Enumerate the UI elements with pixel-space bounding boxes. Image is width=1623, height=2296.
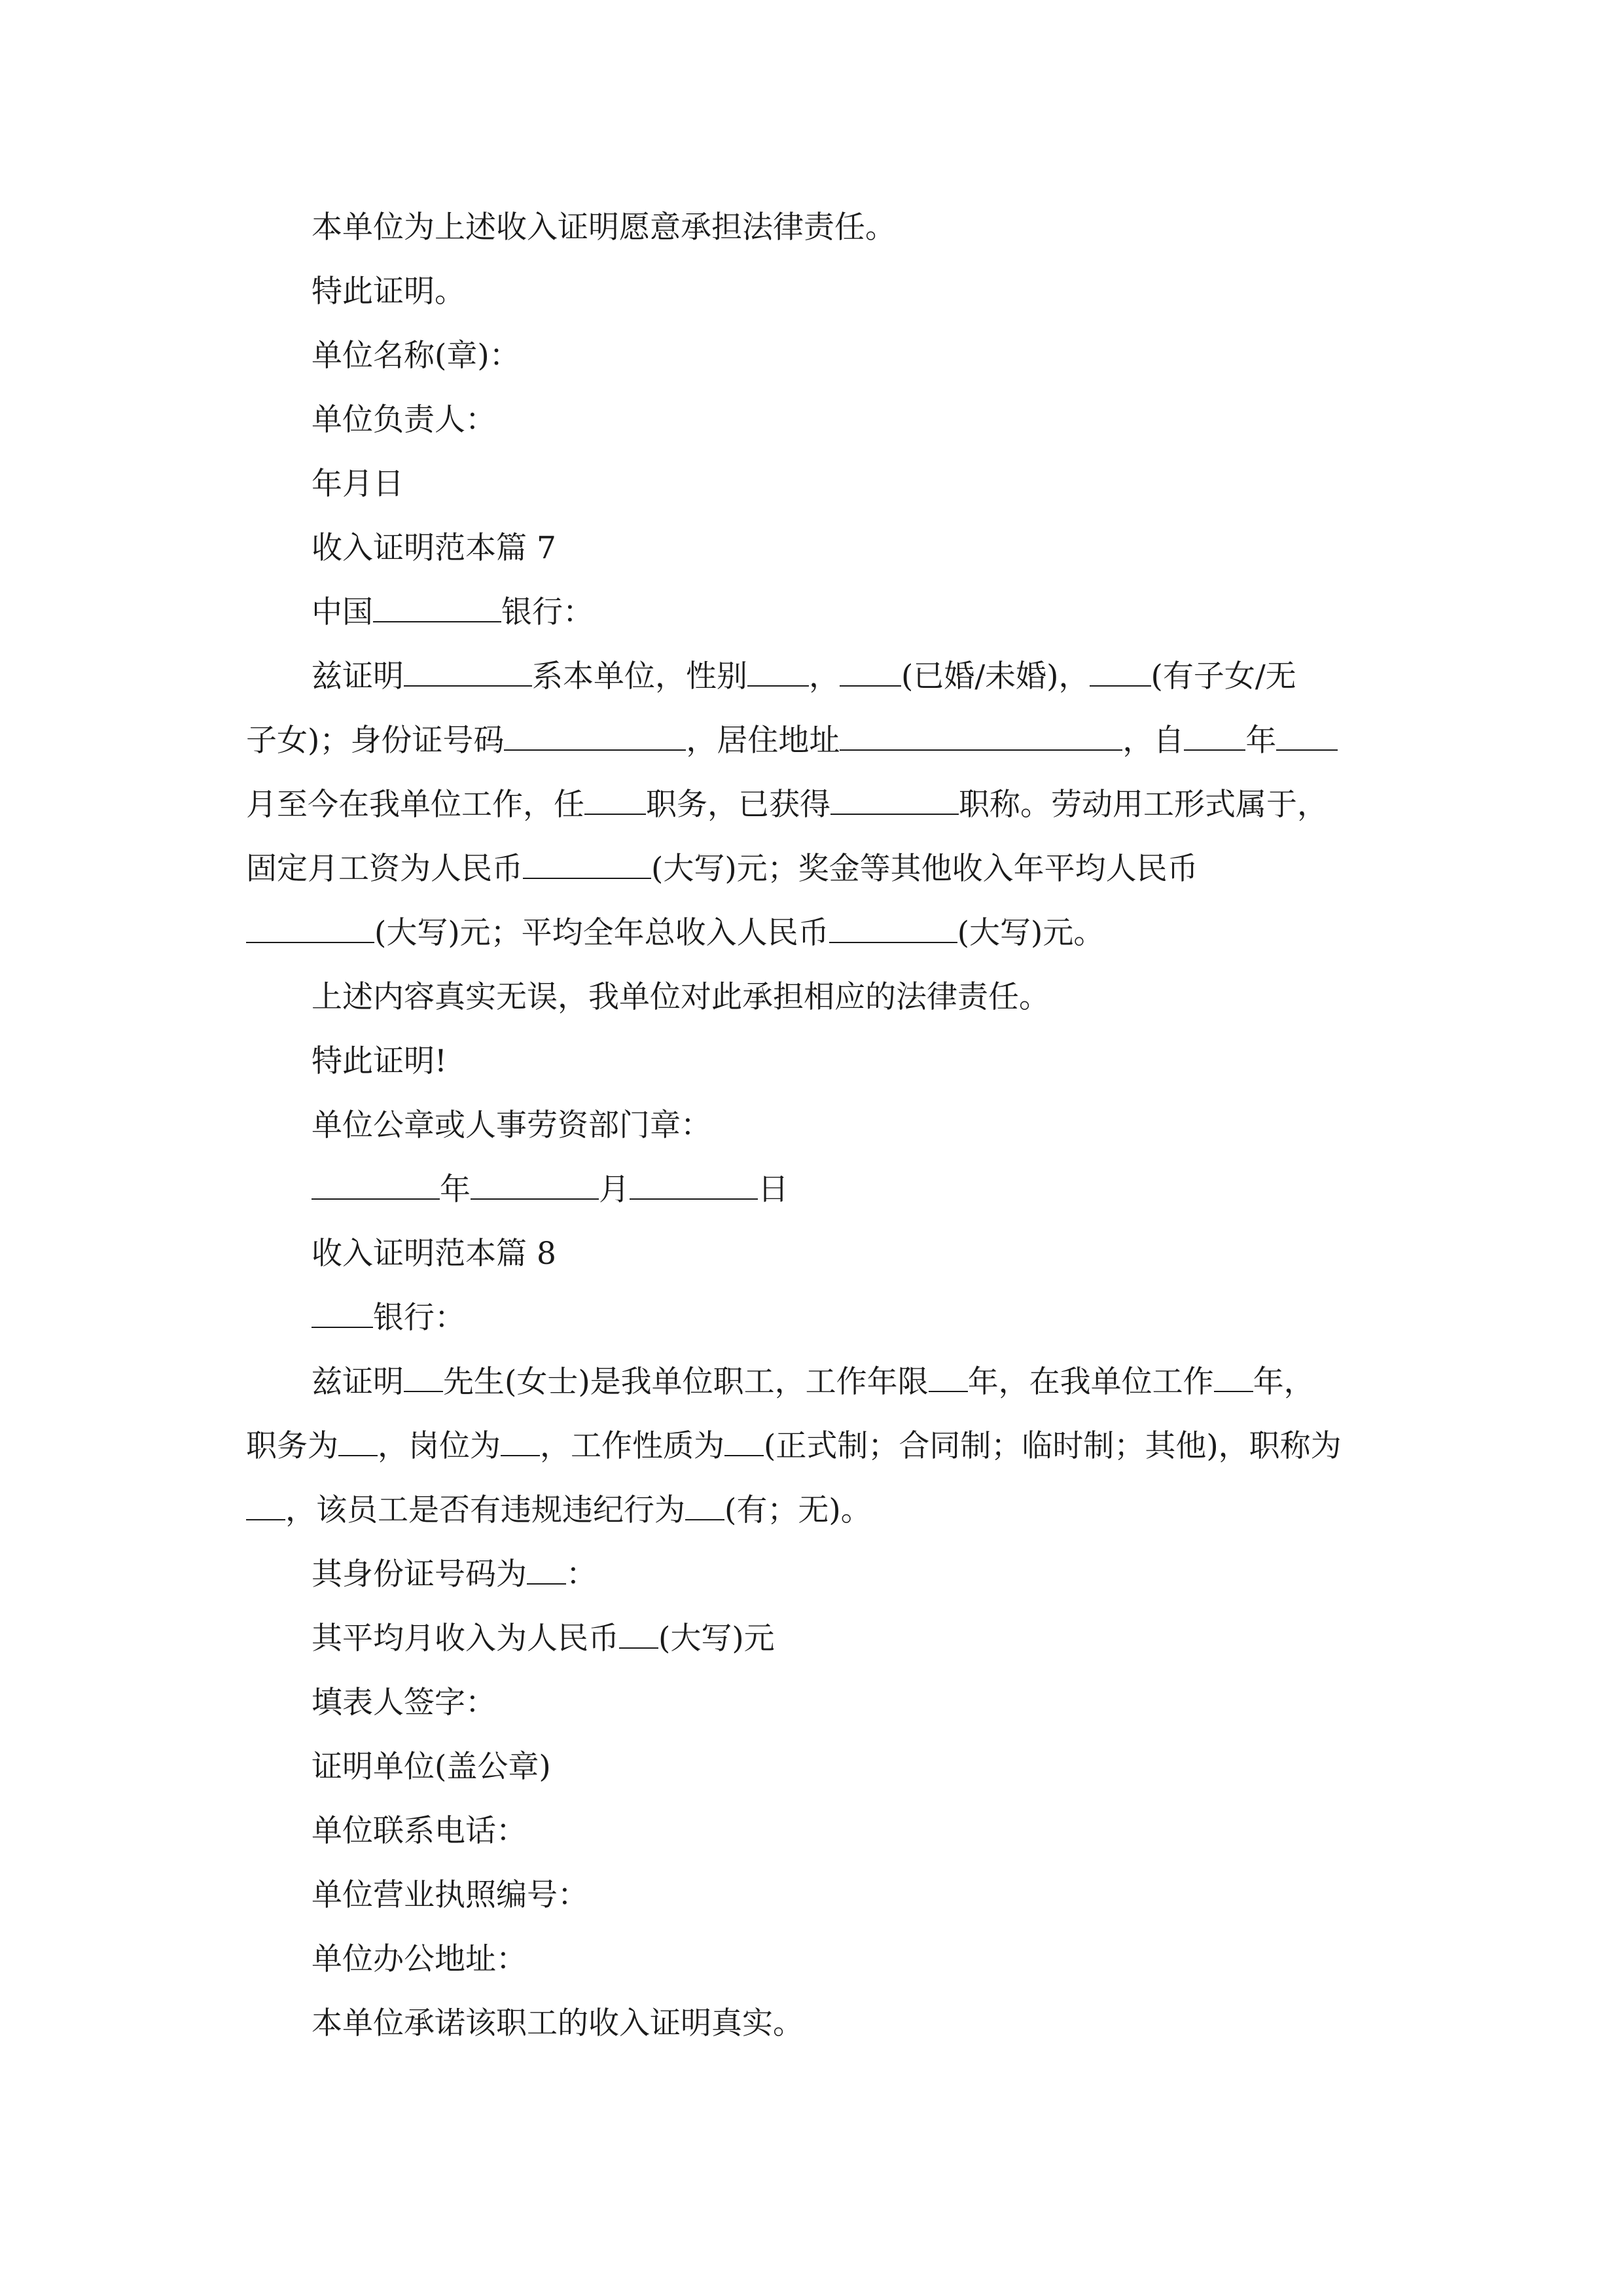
text: 兹证明 [312, 1364, 404, 1400]
blank-field[interactable] [246, 1493, 285, 1520]
blank-field[interactable] [584, 787, 646, 815]
truth-statement: 上述内容真实无误，我单位对此承担相应的法律责任。 [312, 979, 1050, 1015]
paragraph-2-line-2 [246, 1427, 1342, 1466]
text: (大写)元。 [957, 915, 1105, 951]
text: 银行： [501, 594, 594, 630]
date-line: 年月日 [312, 466, 404, 502]
blank-field[interactable] [471, 1172, 599, 1200]
text: (大写)元 [658, 1621, 775, 1657]
blank-field[interactable] [312, 1172, 440, 1200]
text: (大写)元；奖金等其他收入年平均人民币 [651, 851, 1198, 887]
paragraph-2-line-1 [312, 1363, 1315, 1402]
blank-field[interactable] [504, 723, 686, 751]
unit-phone: 单位联系电话： [312, 1813, 527, 1849]
blank-field[interactable] [840, 659, 901, 687]
paragraph-1-line-5 [246, 914, 1104, 953]
text: 月至今在我单位工作，任 [246, 787, 584, 823]
text: (有子女/无 [1150, 658, 1296, 694]
id-number-line [312, 1555, 597, 1594]
text: 月 [599, 1172, 630, 1208]
text: ： [566, 1556, 597, 1592]
section-title-7: 收入证明范本篇 7 [312, 530, 556, 566]
certifying-unit: 证明单位(盖公章) [312, 1749, 551, 1785]
paragraph-1-line-3 [246, 785, 1328, 825]
hereby-certify-2: 特此证明! [312, 1043, 447, 1079]
paragraph-1-line-1 [312, 657, 1296, 696]
text: ，工作性质为 [540, 1428, 724, 1464]
text: 年，在我单位工作 [967, 1364, 1214, 1400]
text: 固定月工资为人民币 [246, 851, 523, 887]
text: (已婚/未婚)， [901, 658, 1090, 694]
blank-field[interactable] [501, 1429, 540, 1456]
blank-field[interactable] [829, 916, 957, 943]
hereby-certify: 特此证明。 [312, 274, 465, 310]
text: ，自 [1122, 723, 1185, 759]
blank-field[interactable] [523, 852, 651, 879]
bank-line [312, 593, 594, 632]
blank-field[interactable] [840, 723, 1122, 751]
blank-field[interactable] [404, 659, 532, 687]
office-address: 单位办公地址： [312, 1941, 527, 1977]
liability-statement: 本单位为上述收入证明愿意承担法律责任。 [312, 209, 896, 245]
blank-field[interactable] [685, 1493, 724, 1520]
section-title-8: 收入证明范本篇 8 [312, 1236, 556, 1272]
text: (正式制；合同制；临时制；其他)，职称为 [764, 1428, 1342, 1464]
blank-field[interactable] [830, 787, 959, 815]
text: 职称。劳动用工形式属于， [959, 787, 1328, 823]
blank-field[interactable] [373, 595, 501, 622]
blank-field[interactable] [527, 1557, 566, 1585]
text: 银行： [373, 1300, 465, 1336]
blank-field[interactable] [929, 1365, 968, 1392]
text: ，岗位为 [378, 1428, 501, 1464]
paragraph-1-line-4 [246, 850, 1198, 889]
filler-signature: 填表人签字： [312, 1685, 496, 1721]
text: ， [809, 658, 840, 694]
text: 其平均月收入为人民币 [312, 1621, 619, 1657]
commitment-statement: 本单位承诺该职工的收入证明真实。 [312, 2005, 804, 2041]
bank-line-2 [312, 1299, 465, 1338]
blank-field[interactable] [312, 1300, 373, 1328]
blank-field[interactable] [619, 1621, 658, 1649]
text: 中国 [312, 594, 373, 630]
blank-field[interactable] [338, 1429, 378, 1456]
paragraph-2-line-3 [246, 1491, 872, 1530]
text: 系本单位，性别 [532, 658, 747, 694]
text: (有；无)。 [724, 1492, 872, 1528]
text: 日 [758, 1172, 789, 1208]
text: (大写)元；平均全年总收入人民币 [374, 915, 829, 951]
blank-field[interactable] [1090, 659, 1151, 687]
blank-field[interactable] [246, 916, 374, 943]
blank-field[interactable] [1184, 723, 1245, 751]
text: 先生(女士)是我单位职工，工作年限 [443, 1364, 929, 1400]
blank-field[interactable] [1276, 723, 1338, 751]
blank-field[interactable] [404, 1365, 443, 1392]
unit-head: 单位负责人： [312, 402, 496, 438]
date-fill-line [312, 1170, 789, 1210]
text: 其身份证号码为 [312, 1556, 527, 1592]
paragraph-1-line-2 [246, 721, 1338, 761]
blank-field[interactable] [747, 659, 809, 687]
text: 职务，已获得 [646, 787, 830, 823]
blank-field[interactable] [1214, 1365, 1253, 1392]
text: 职务为 [246, 1428, 338, 1464]
text: 子女)；身份证号码 [246, 723, 505, 759]
text: 年， [1253, 1364, 1315, 1400]
text: 年 [1245, 723, 1277, 759]
seal-line: 单位公章或人事劳资部门章： [312, 1107, 711, 1143]
monthly-income-line [312, 1619, 775, 1659]
blank-field[interactable] [630, 1172, 758, 1200]
text: 兹证明 [312, 658, 404, 694]
unit-name-seal: 单位名称(章)： [312, 338, 520, 374]
text: ，居住地址 [686, 723, 840, 759]
business-license-number: 单位营业执照编号： [312, 1877, 588, 1913]
blank-field[interactable] [724, 1429, 764, 1456]
text: ，该员工是否有违规违纪行为 [285, 1492, 685, 1528]
text: 年 [440, 1172, 471, 1208]
